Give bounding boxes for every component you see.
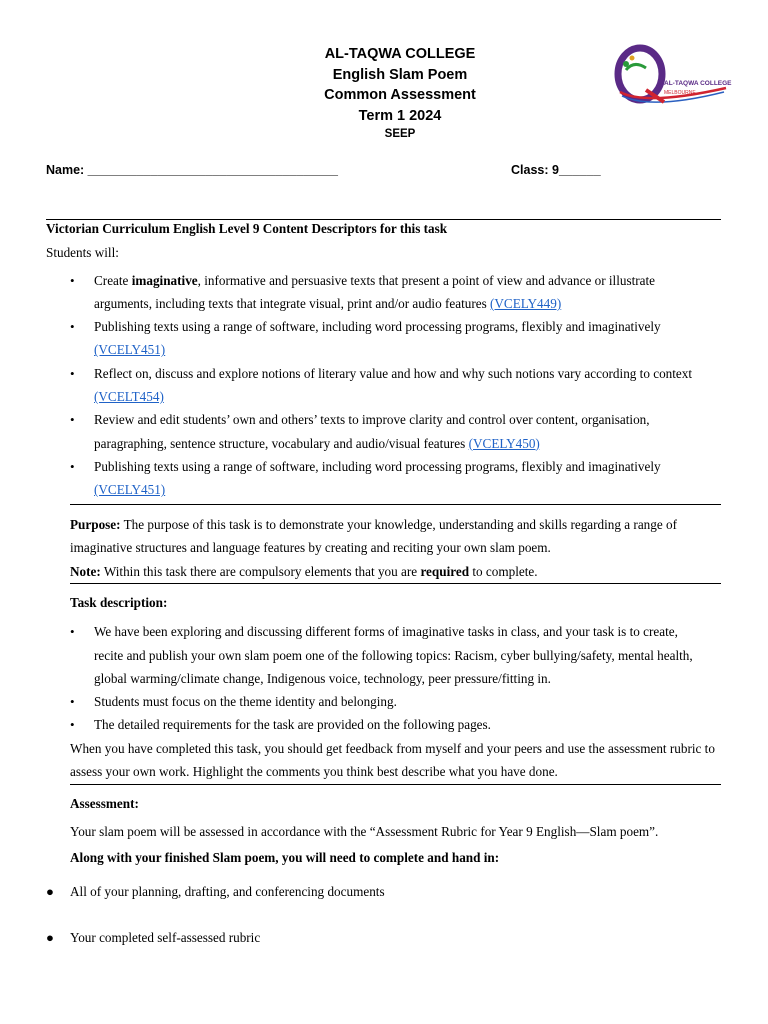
- curriculum-code-link[interactable]: (VCELY451): [94, 342, 166, 358]
- list-item: • The detailed requirements for the task are provided on the following pages.: [70, 713, 696, 736]
- assessment-heading: Assessment:: [70, 796, 139, 811]
- list-item: • We have been exploring and discussing different forms of imaginative tasks in class, and your task is to create, recite and publish your own slam poem one of the following topics: Racism, cyber bullying/safety, mental health, global warming/climate change, Indigenous voice, technology, peer pressure/fitting in.: [70, 620, 696, 690]
- curriculum-heading: Victorian Curriculum English Level 9 Content Descriptors for this task: [46, 221, 448, 236]
- curriculum-intro: Students will:: [46, 245, 119, 261]
- list-item: • Reflect on, discuss and explore notions of literary value and how and why such notions vary according to context (VCELT454): [70, 362, 696, 409]
- class-field[interactable]: Class: 9______: [511, 163, 601, 177]
- note-text: Note: Within this task there are compulsory elements that you are required to complete.: [70, 563, 538, 579]
- name-field[interactable]: Name: ____________________________________: [46, 163, 338, 177]
- assessment-section: [70, 792, 720, 869]
- handin-text: Along with your finished Slam poem, you will need to complete and hand in:: [70, 849, 500, 865]
- purpose-text: Purpose: The purpose of this task is to demonstrate your knowledge, understanding and skills regarding a range of imaginative structures and language features by creating and reciting your own slam poem.: [70, 517, 678, 556]
- task-section: [70, 591, 720, 783]
- list-item: • Publishing texts using a range of software, including word processing programs, flexibly and imaginatively (VCELY451): [70, 315, 696, 362]
- curriculum-section: [46, 217, 726, 502]
- logo-text: AL-TAQWA COLLEGE: [664, 80, 732, 87]
- list-item: • Students must focus on the theme identity and belonging.: [70, 690, 696, 713]
- assessment-code: SEEP: [384, 128, 416, 140]
- college-logo: [606, 40, 732, 110]
- curriculum-code-link[interactable]: (VCELT454): [94, 389, 164, 405]
- school-name: AL-TAQWA COLLEGE: [324, 46, 476, 62]
- subject-title: English Slam Poem: [332, 66, 468, 83]
- list-item: • Create imaginative, informative and persuasive texts that present a point of view and advance or illustrate arguments, including texts that integrate visual, print and/or audio features (VCELY449): [70, 269, 696, 316]
- list-item: • Publishing texts using a range of software, including word processing programs, flexibly and imaginatively (VCELY451): [70, 455, 696, 502]
- assessment-text: Your slam poem will be assessed in accordance with the “Assessment Rubric for Year 9 English—Slam poem”.: [70, 824, 659, 840]
- term-title: Term 1 2024: [358, 107, 442, 124]
- task-list: [70, 620, 696, 736]
- document-header: [230, 44, 570, 143]
- assessment-title: Common Assessment: [324, 87, 476, 103]
- curriculum-list: [70, 269, 696, 502]
- purpose-section: [70, 513, 720, 583]
- task-closing: When you have completed this task, you should get feedback from myself and your peers and use the assessment rubric to assess your own work. Highlight the comments you think best describe what you have done.: [70, 740, 715, 780]
- divider: [70, 504, 721, 505]
- logo-subtext: MELBOURNE: [664, 90, 696, 96]
- curriculum-code-link[interactable]: (VCELY450): [468, 435, 540, 451]
- curriculum-code-link[interactable]: (VCELY449): [490, 295, 562, 311]
- divider: [70, 784, 721, 785]
- divider: [70, 583, 721, 584]
- curriculum-code-link[interactable]: (VCELY451): [94, 482, 166, 498]
- task-heading: Task description:: [70, 595, 168, 610]
- list-item: • Review and edit students’ own and others’ texts to improve clarity and control over content, organisation, paragraphing, sentence structure, vocabulary and audio/visual features (VCELY450): [70, 408, 696, 455]
